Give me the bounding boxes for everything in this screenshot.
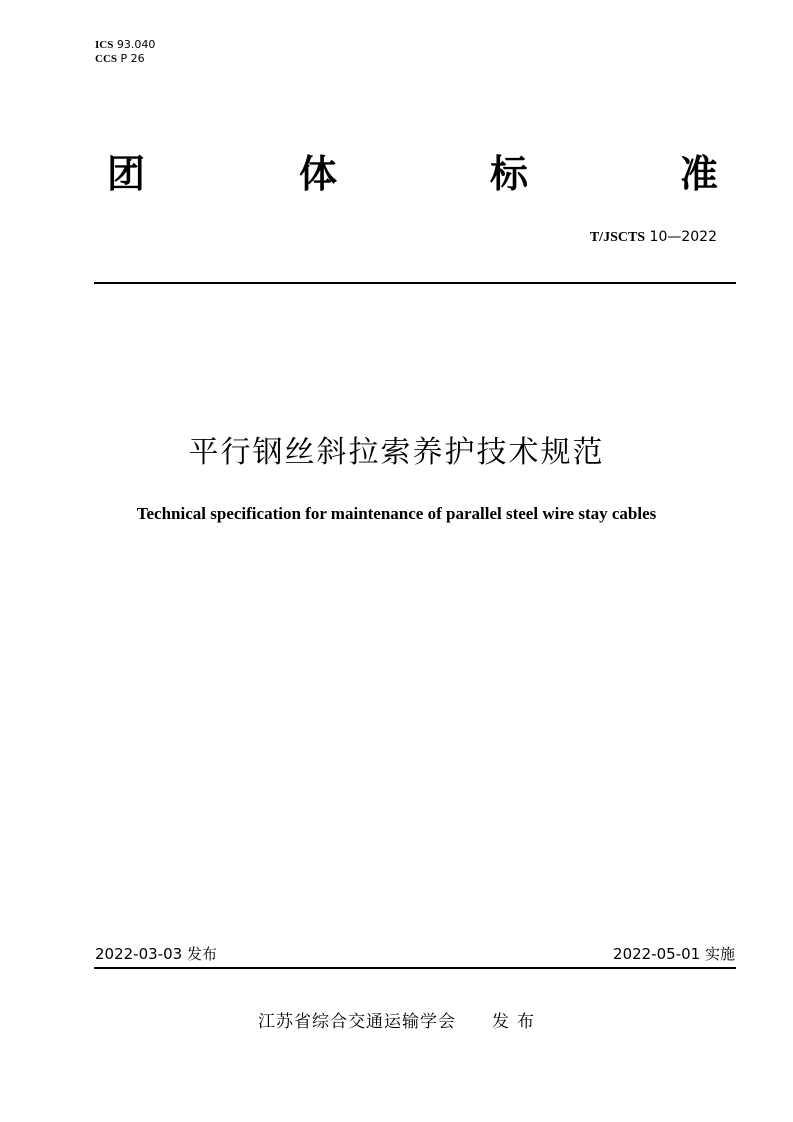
top-divider (94, 282, 736, 284)
standard-code (590, 228, 717, 247)
standard-prefix: T/JSCTS (589, 230, 646, 245)
standard-number: 10—2022 (649, 229, 717, 245)
chinese-title: 平行钢丝斜拉索养护技术规范 (188, 435, 605, 470)
header-char-2: 体 (299, 152, 338, 196)
ccs-value: P 26 (120, 52, 145, 65)
publisher-organization: 江苏省综合交通运输学会 (258, 1012, 456, 1032)
header-char-1: 团 (107, 152, 146, 196)
ccs-code (95, 52, 155, 66)
publisher-action: 发布 (492, 1012, 542, 1032)
issue-date: 2022-03-03 发布 (95, 945, 217, 963)
classification-codes (95, 38, 155, 66)
english-title: Technical specification for maintenance of parallel steel wire stay cables (136, 504, 657, 523)
header-char-3: 标 (490, 152, 529, 196)
ics-label: ICS (95, 39, 114, 51)
implementation-date: 2022-05-01 实施 (613, 945, 735, 963)
publisher-line (258, 1011, 542, 1033)
ics-code (95, 38, 155, 52)
header-char-4: 准 (680, 152, 719, 196)
bottom-divider (94, 967, 736, 969)
ccs-label: CCS (95, 53, 118, 65)
ics-value: 93.040 (116, 38, 156, 51)
